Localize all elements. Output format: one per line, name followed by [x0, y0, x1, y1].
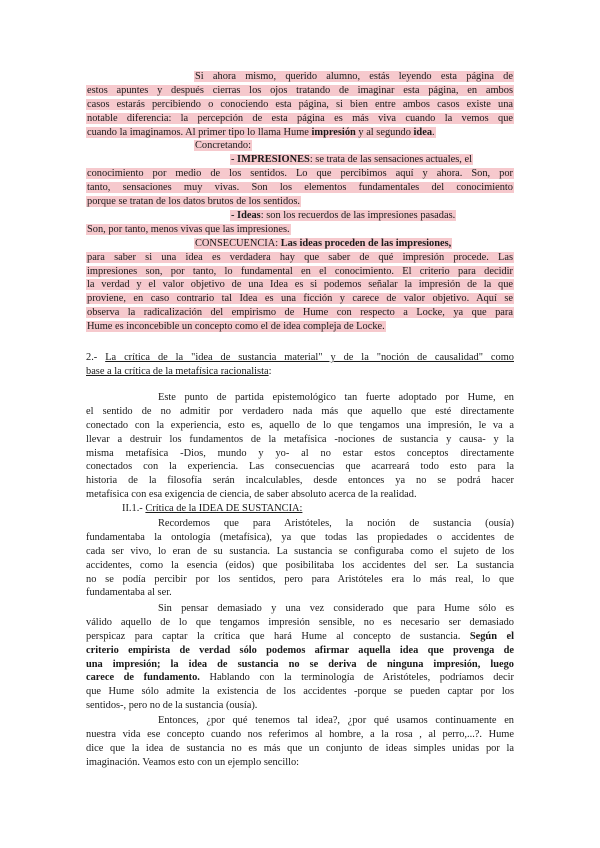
text-line: estos apuntes y después cierras los ojos tratando de imaginar esta página, en ambos	[87, 84, 513, 96]
text-line: perspicaz para captar la crítica que hará Hume al concepto de sustancia. Según el	[86, 630, 514, 642]
intro-section	[86, 70, 514, 334]
text-line: impresiones son, por tanto, lo fundamental en el conocimiento. El criterio para decidir	[87, 265, 513, 277]
text-line: llevar a destruir los fundamentos de la metafísica -nociones de sustancia y causa- y la	[86, 433, 514, 445]
text-line: cada ser vivo, lo eran de su sustancia. La sustancia se configuraba como el sujeto de los	[86, 545, 514, 557]
text-line: el sentido de no admitir por verdadero nada más que aquello que esté directamente	[86, 405, 514, 417]
text-line: Si ahora mismo, querido alumno, estás leyendo esta página de	[195, 71, 513, 82]
ideas-line: - Ideas: son los recuerdos de las impresiones pasadas.	[231, 209, 456, 221]
text-line: fundamentaba la ontología (metafísica), ya que todas las propiedades o accidentes de	[86, 531, 514, 543]
paragraph-2	[86, 517, 514, 600]
text-line: imaginación. Veamos esto con un ejemplo sencillo:	[86, 756, 300, 768]
text-line: conectado con la experiencia, esto es, aquello de lo que tengamos una impresión, le va a	[86, 419, 514, 431]
text-line: Hume es inconcebible un concepto como el de idea compleja de Locke.	[87, 321, 385, 333]
text-line: misma metafísica -Dios, mundo y yo- al no estar estos conceptos directamente	[86, 447, 514, 459]
text-line: accidentes, como la esencia (eidos) que posibilitaba los accidentes del ser. La sustancia	[86, 559, 514, 571]
text-line: proviene, en caso contrario tal Idea es una ficción y carece de valor objetivo. Aquí se	[87, 293, 513, 305]
text-line: criterio empirista de verdad sólo podemos afirmar aquella idea que provenga de	[86, 644, 514, 656]
text-line: para saber si una idea es verdadera hay que saber de qué impresión procede. Las	[87, 251, 513, 263]
text-line: notable diferencia: la percepción de esta página es más viva cuando la vemos que	[87, 112, 513, 124]
paragraph-4	[86, 714, 514, 770]
text-line: Este punto de partida epistemológico tan fuerte adoptado por Hume, en	[158, 392, 514, 403]
impresiones-line: - IMPRESIONES: se trata de las sensaciones actuales, el	[231, 154, 472, 166]
text-line: Sin pensar demasiado y una vez considerado que para Hume sólo es	[158, 603, 514, 614]
text-line: la verdad y el valor objetivo de una Idea es si podemos señalar la impresión de la que	[87, 279, 513, 291]
text-line: sentidos-, pero no de la sustancia (ousía).	[86, 700, 258, 712]
heading-line: base a la crítica de la metafísica racionalista:	[86, 365, 272, 377]
text-line: Entonces, ¿por qué tenemos tal idea?, ¿por qué usamos continuamente en	[158, 715, 514, 726]
text-line: fundamentaba al ser.	[86, 587, 172, 599]
text-line: metafísica con esa exigencia de ciencia, de saber absoluto acerca de la realidad.	[86, 489, 417, 501]
term-idea: idea	[413, 126, 433, 138]
term-impresion: impresión	[311, 126, 356, 138]
text-line: casos estarás percibiendo o conociendo esta página, si bien entre ambos casos existe una	[87, 98, 513, 110]
text-line: conocimiento por medio de los sentidos. Lo que percibimos aquí y ahora. Son, por	[87, 168, 513, 180]
text-line: no se podía percibir por los sentidos, pero para Aristóteles era lo más real, lo que	[86, 573, 514, 585]
text-line: que Hume sólo admite la existencia de los accidentes -porque se pueden captar por los	[86, 686, 514, 698]
text-line: una impresión; la idea de sustancia no se deriva de ninguna impresión, luego	[86, 658, 514, 670]
paragraph-1	[86, 391, 514, 516]
text-line: Son, por tanto, menos vivas que las impresiones.	[87, 223, 290, 235]
text-line: válido aquello de lo que tengamos impresión sensible, no es necesario ser demasiado	[86, 616, 514, 628]
heading-line: 2.- La crítica de la "idea de sustancia material" y de la "noción de causalidad" como	[86, 352, 514, 363]
text-line: porque se tratan de los datos brutos de los sentidos.	[87, 196, 300, 208]
text-line: Concretando:	[195, 140, 251, 152]
text-line: historia de la filosofía serán incalculables, desde entonces ya no se podrá hacer	[86, 475, 514, 487]
text-line: observa la radicalización del empirismo de Hume con respecto a Locke, ya que para	[87, 307, 513, 319]
section-2-heading	[86, 351, 514, 379]
text-line: carece de fundamento. Hablando con la terminología de Aristóteles, podríamos decir	[86, 672, 514, 684]
text-line: Recordemos que para Aristóteles, la noción de sustancia (ousía)	[158, 518, 514, 529]
text-line: nuestra vida ese concepto cuando nos referimos al hombre, a la rosa , al perro,...?. Hume	[86, 728, 514, 740]
text-line: cuando la imaginamos. Al primer tipo lo llama Hume impresión y al segundo idea.	[87, 126, 435, 138]
consecuencia-line: CONSECUENCIA: Las ideas proceden de las impresiones,	[195, 237, 452, 249]
subsection-heading: II.1.- Crítica de la IDEA DE SUSTANCIA:	[122, 503, 303, 515]
text-line: conectados con la experiencia. Las consecuencias que acarreará todo esto para la	[86, 461, 514, 473]
text-line: dice que la idea de sustancia no es más que un conjunto de ideas simples unidas por la	[86, 742, 514, 754]
paragraph-3	[86, 602, 514, 713]
text-line: tanto, sensaciones muy vivas. Son los elementos fundamentales del conocimiento	[87, 182, 513, 194]
